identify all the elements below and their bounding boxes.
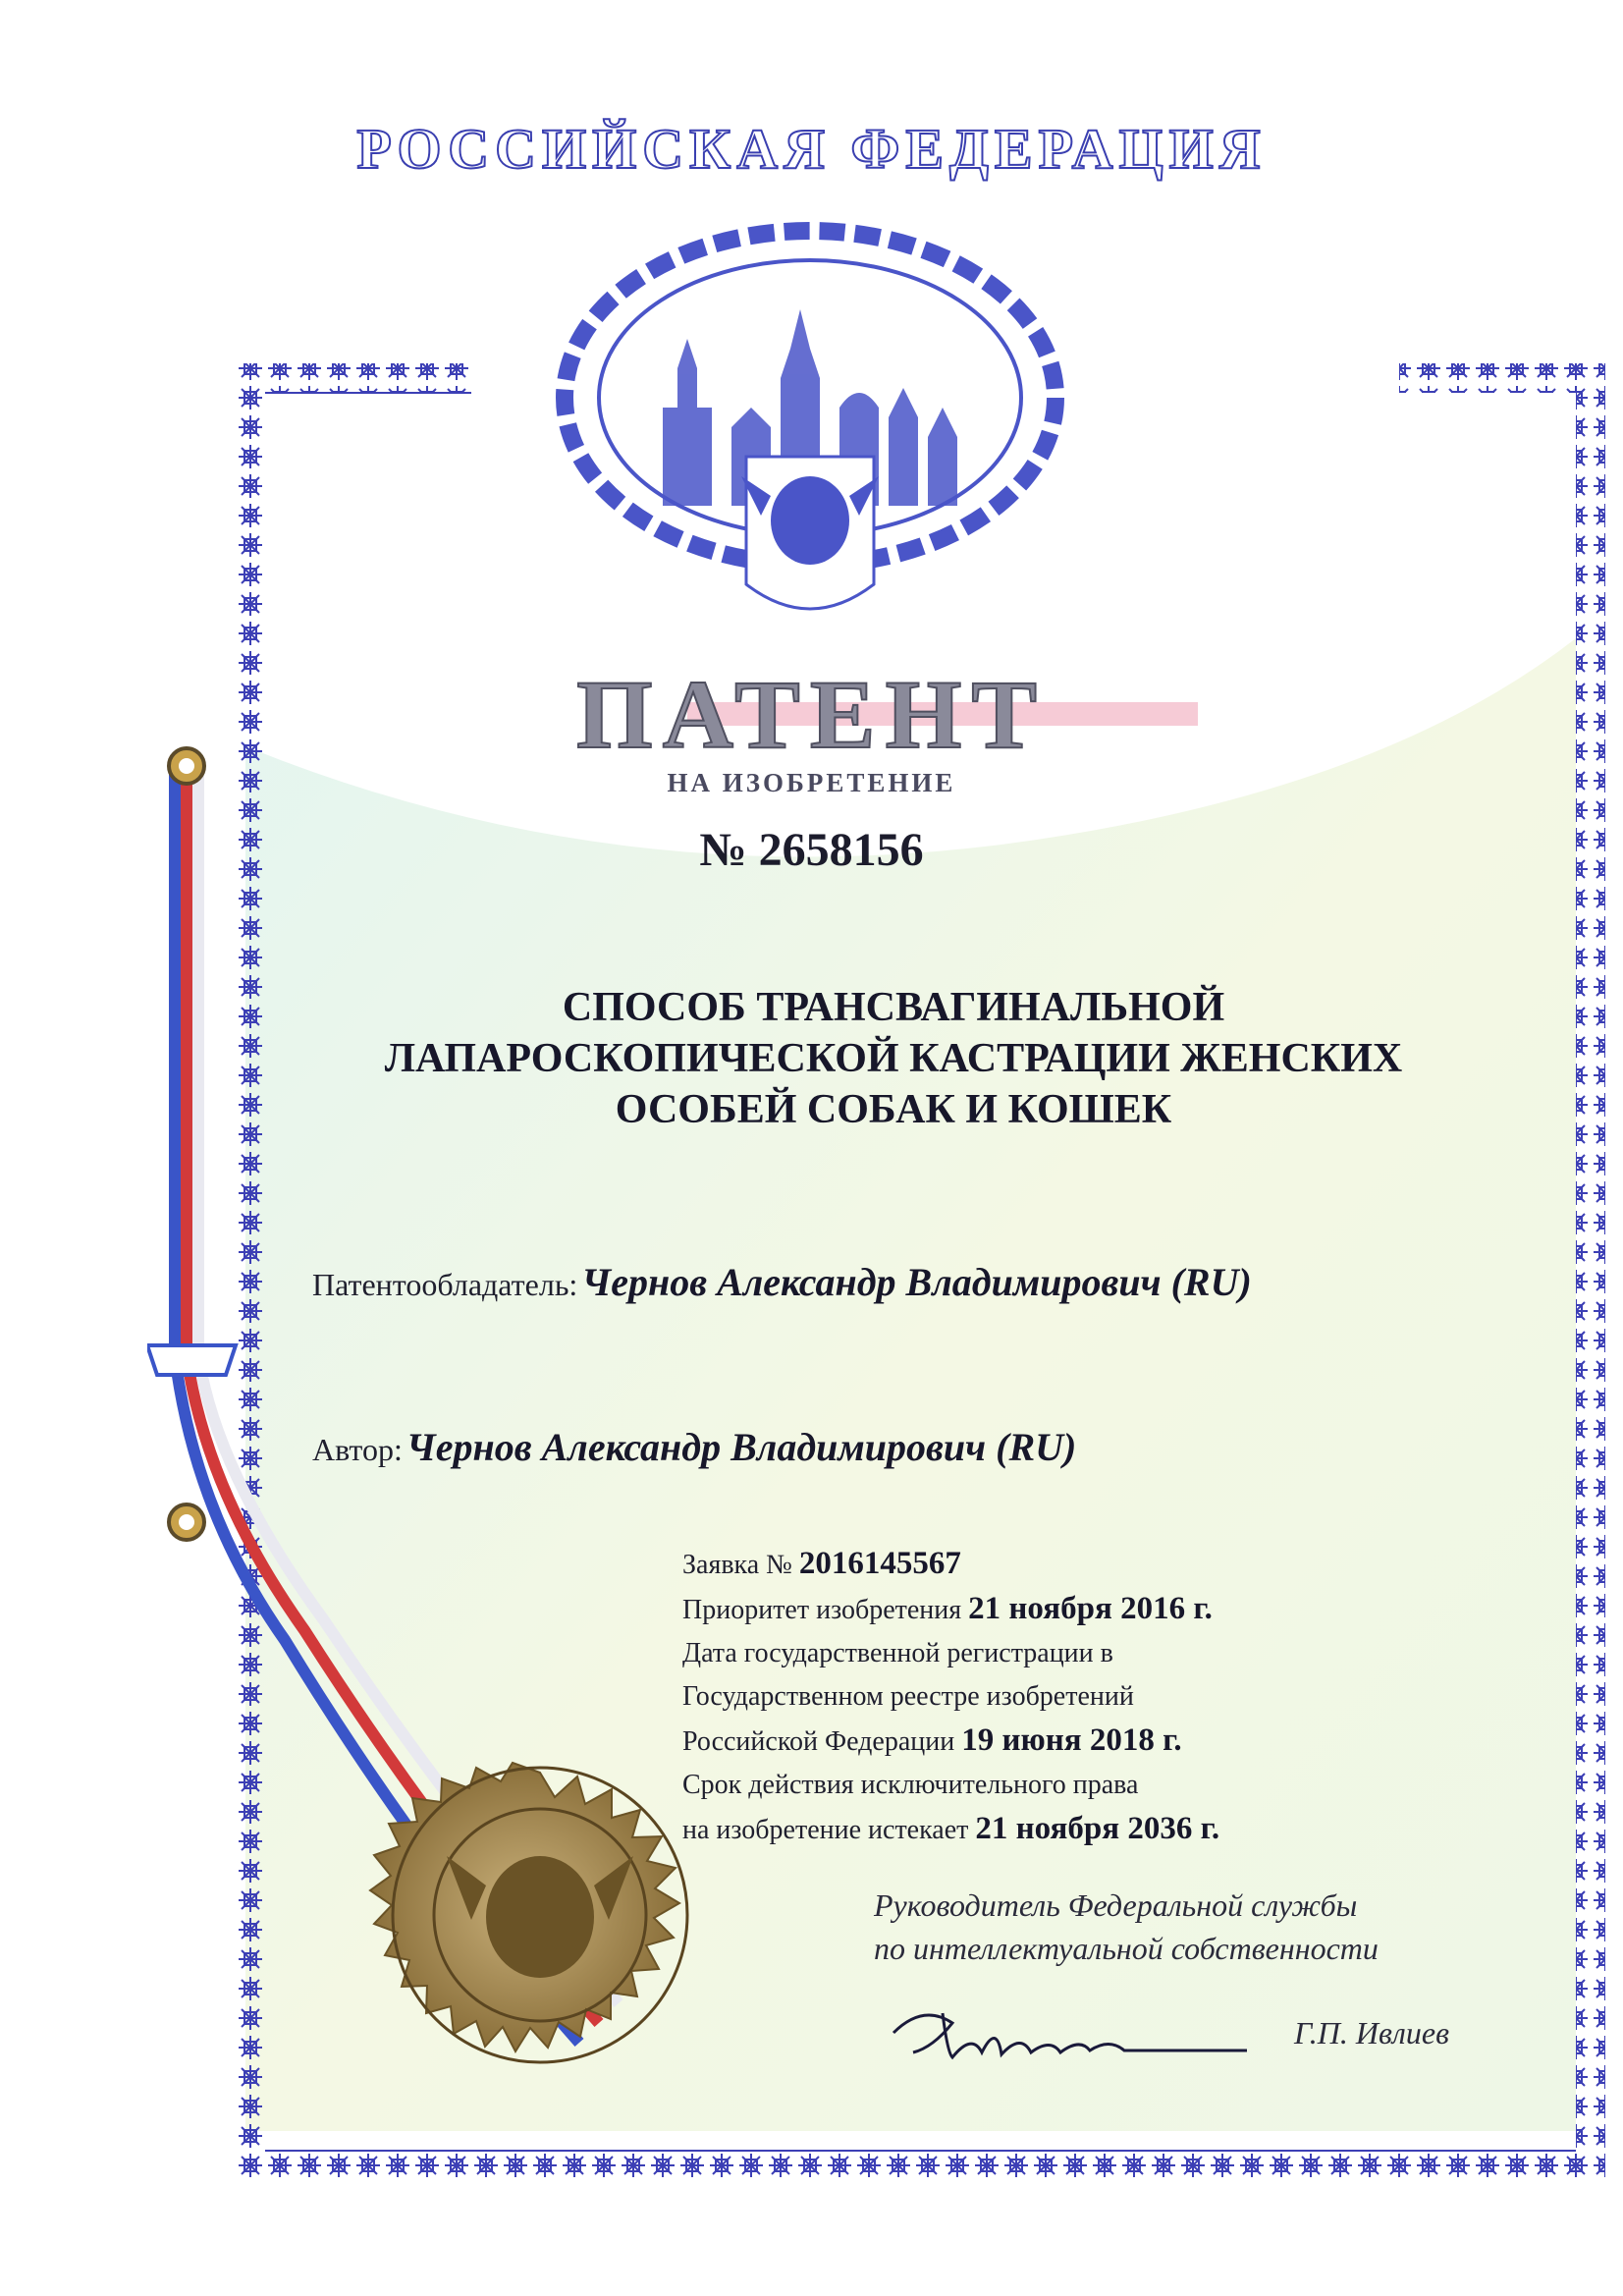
registration-date: 19 июня 2018 г. [961, 1722, 1182, 1758]
patent-number: № 2658156 [699, 824, 924, 876]
patent-title: ПАТЕНТ [575, 660, 1048, 769]
application-label: Заявка № [682, 1550, 792, 1580]
expiry-label: на изобретение истекает [682, 1815, 969, 1845]
registration-label-line: Дата государственной регистрации в [682, 1638, 1113, 1668]
author-value: Чернов Александр Владимирович (RU) [406, 1425, 1077, 1469]
priority-date: 21 ноября 2016 г. [968, 1591, 1213, 1626]
registration-label-line: Государственном реестре изобретений [682, 1681, 1134, 1712]
country-heading: РОССИЙСКАЯ ФЕДЕРАЦИЯ [356, 117, 1267, 181]
invention-title-line: СПОСОБ ТРАНСВАГИНАЛЬНОЙ [562, 985, 1225, 1030]
priority-row [682, 1587, 1219, 1632]
priority-label: Приоритет изобретения [682, 1595, 962, 1625]
kremlin-wreath-emblem [496, 211, 1124, 653]
signatory-title [874, 1884, 1379, 1970]
expiry-label-line: Срок действия исключительного права [682, 1770, 1139, 1800]
patent-subtitle: НА ИЗОБРЕТЕНИЕ [667, 768, 956, 797]
holder-label: Патентообладатель: [312, 1267, 578, 1302]
invention-title-line: ОСОБЕЙ СОБАК И КОШЕК [615, 1087, 1172, 1132]
signatory-name: Г.П. Ивлиев [1294, 2015, 1449, 2050]
signatory-title-line: Руководитель Федеральной службы [874, 1887, 1358, 1923]
registration-details [682, 1542, 1219, 1852]
holder-value: Чернов Александр Владимирович (RU) [581, 1260, 1252, 1304]
expiry-row [682, 1807, 1219, 1852]
application-number: 2016145567 [798, 1546, 961, 1581]
invention-title-line: ЛАПАРОСКОПИЧЕСКОЙ КАСТРАЦИИ ЖЕНСКИХ [384, 1036, 1403, 1081]
author-label: Автор: [312, 1432, 403, 1467]
application-row [682, 1542, 1219, 1587]
signatory-title-line: по интеллектуальной собственности [874, 1931, 1379, 1966]
expiry-date: 21 ноября 2036 г. [975, 1811, 1220, 1846]
official-seal [334, 1709, 746, 2121]
handwritten-signature [884, 1994, 1257, 2072]
registration-row [682, 1719, 1219, 1764]
registration-label: Российской Федерации [682, 1726, 955, 1757]
